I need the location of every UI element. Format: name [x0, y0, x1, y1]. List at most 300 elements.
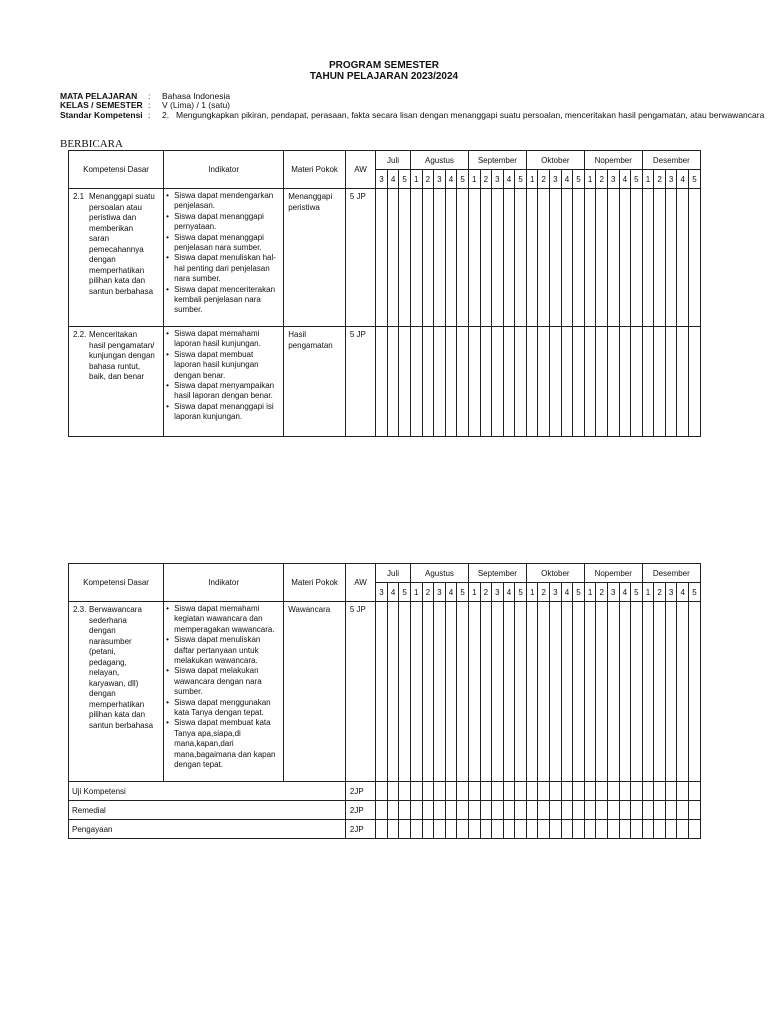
meta-label: MATA PELAJARAN	[60, 91, 138, 101]
header-kompetensi-dasar: Kompetensi Dasar	[69, 151, 164, 189]
week-cell	[550, 327, 562, 437]
week-cell	[515, 189, 527, 327]
week-cell	[399, 820, 411, 839]
week-cell	[515, 782, 527, 801]
week-cell	[689, 327, 701, 437]
week-cell	[376, 782, 388, 801]
week-header: 4	[503, 583, 515, 602]
materi-pokok-cell	[284, 602, 346, 782]
aw-cell	[345, 327, 375, 437]
summary-row	[69, 782, 701, 801]
week-cell	[376, 327, 388, 437]
week-cell	[410, 602, 422, 782]
month-header: Agustus	[410, 564, 468, 583]
kd-text: Menceritakan hasil pengamatan/ kunjungan dengan bahasa runtut, baik, dan benar	[89, 330, 155, 381]
week-cell	[526, 801, 538, 820]
indikator-item: • Siswa dapat menanggapi pernyataan.	[174, 212, 281, 233]
week-cell	[631, 189, 643, 327]
week-cell	[573, 801, 585, 820]
indikator-item: • Siswa dapat membuat laporan hasil kunjungan dengan benar.	[174, 350, 281, 381]
week-cell	[526, 327, 538, 437]
indikator-item: • Siswa dapat menanggapi isi laporan kunjungan.	[174, 402, 281, 423]
indikator-item: • Siswa dapat menanggapi penjelasan nara sumber.	[174, 233, 281, 254]
week-cell	[410, 327, 422, 437]
week-cell	[387, 782, 399, 801]
week-cell	[434, 327, 446, 437]
week-header: 4	[561, 583, 573, 602]
week-cell	[550, 801, 562, 820]
month-header: Agustus	[410, 151, 468, 170]
week-cell	[631, 327, 643, 437]
week-header: 1	[584, 170, 596, 189]
week-header: 4	[619, 170, 631, 189]
document-subtitle: TAHUN PELAJARAN 2023/2024	[309, 71, 459, 82]
week-cell	[480, 189, 492, 327]
week-cell	[410, 189, 422, 327]
kd-number: 2.2.	[73, 330, 87, 339]
week-cell	[550, 782, 562, 801]
summary-aw: 2JP	[345, 820, 375, 839]
week-header: 4	[561, 170, 573, 189]
aw-cell	[345, 189, 375, 327]
week-cell	[538, 801, 550, 820]
week-cell	[526, 602, 538, 782]
week-cell	[434, 189, 446, 327]
week-cell	[480, 820, 492, 839]
week-cell	[480, 801, 492, 820]
week-cell	[410, 801, 422, 820]
week-header: 3	[434, 583, 446, 602]
week-cell	[468, 327, 480, 437]
week-cell	[422, 801, 434, 820]
materi-text: Hasil pengamatan	[288, 330, 333, 350]
week-cell	[387, 801, 399, 820]
week-cell	[573, 782, 585, 801]
summary-aw: 2JP	[345, 782, 375, 801]
week-cell	[387, 327, 399, 437]
week-cell	[654, 602, 666, 782]
week-cell	[457, 820, 469, 839]
week-cell	[573, 189, 585, 327]
week-cell	[654, 189, 666, 327]
week-cell	[492, 782, 504, 801]
week-cell	[422, 602, 434, 782]
month-header: Oktober	[526, 564, 584, 583]
indikator-item: • Siswa dapat menyampaikan hasil laporan dengan benar.	[174, 381, 281, 402]
week-cell	[503, 820, 515, 839]
week-header: 5	[515, 583, 527, 602]
month-header: Juli	[376, 564, 411, 583]
week-cell	[561, 189, 573, 327]
week-header: 5	[457, 170, 469, 189]
materi-pokok-cell	[284, 327, 346, 437]
week-cell	[665, 327, 677, 437]
week-cell	[468, 189, 480, 327]
week-header: 1	[410, 170, 422, 189]
section-title: BERBICARA	[60, 138, 123, 150]
week-cell	[665, 801, 677, 820]
week-header: 3	[492, 583, 504, 602]
week-header: 2	[654, 583, 666, 602]
week-cell	[619, 189, 631, 327]
week-header: 1	[584, 583, 596, 602]
week-header: 1	[468, 170, 480, 189]
indikator-item: • Siswa dapat menceriterakan kembali penjelasan nara sumber.	[174, 285, 281, 316]
kd-row	[69, 189, 701, 327]
week-cell	[503, 801, 515, 820]
week-cell	[480, 327, 492, 437]
week-cell	[619, 602, 631, 782]
aw-text: 5 JP	[349, 330, 366, 339]
week-cell	[607, 602, 619, 782]
week-cell	[387, 602, 399, 782]
week-cell	[689, 782, 701, 801]
week-header: 3	[550, 170, 562, 189]
week-header: 5	[515, 170, 527, 189]
week-cell	[376, 602, 388, 782]
week-cell	[445, 602, 457, 782]
week-cell	[457, 602, 469, 782]
header-materi-pokok: Materi Pokok	[284, 151, 346, 189]
week-cell	[550, 189, 562, 327]
indikator-item: • Siswa dapat memahami kegiatan wawancara dan memperagakan wawancara.	[174, 604, 281, 635]
week-cell	[399, 327, 411, 437]
week-cell	[538, 327, 550, 437]
month-header: September	[468, 151, 526, 170]
week-header: 5	[399, 583, 411, 602]
week-cell	[677, 801, 689, 820]
week-cell	[399, 602, 411, 782]
week-cell	[445, 189, 457, 327]
week-cell	[642, 820, 654, 839]
week-cell	[445, 327, 457, 437]
week-cell	[642, 327, 654, 437]
week-cell	[596, 782, 608, 801]
header-materi-pokok: Materi Pokok	[284, 564, 346, 602]
week-cell	[376, 801, 388, 820]
week-header: 3	[376, 170, 388, 189]
summary-label: Remedial	[69, 801, 346, 820]
week-cell	[387, 189, 399, 327]
week-header: 2	[538, 170, 550, 189]
indikator-cell	[164, 327, 284, 437]
month-header: Oktober	[526, 151, 584, 170]
week-cell	[631, 782, 643, 801]
week-cell	[619, 801, 631, 820]
header-indikator: Indikator	[164, 564, 284, 602]
week-cell	[584, 782, 596, 801]
meta-number: 2.	[162, 110, 170, 120]
indikator-item: • Siswa dapat memahami laporan hasil kunjungan.	[174, 329, 281, 350]
week-cell	[631, 801, 643, 820]
week-cell	[457, 327, 469, 437]
summary-label: Pengayaan	[69, 820, 346, 839]
week-cell	[584, 602, 596, 782]
week-header: 4	[677, 170, 689, 189]
week-cell	[607, 189, 619, 327]
week-header: 5	[399, 170, 411, 189]
week-header: 4	[677, 583, 689, 602]
week-header: 3	[376, 583, 388, 602]
week-cell	[410, 820, 422, 839]
week-header: 5	[573, 170, 585, 189]
week-cell	[515, 820, 527, 839]
week-cell	[689, 602, 701, 782]
week-header: 4	[503, 170, 515, 189]
document-title: PROGRAM SEMESTER	[328, 60, 439, 71]
week-cell	[515, 327, 527, 437]
kd-number: 2.3.	[73, 605, 87, 614]
week-cell	[457, 801, 469, 820]
indikator-item: • Siswa dapat menuliskan daftar pertanyaan untuk melakukan wawancara.	[174, 635, 281, 666]
month-header: Juli	[376, 151, 411, 170]
week-cell	[584, 327, 596, 437]
materi-pokok-cell	[284, 189, 346, 327]
week-cell	[503, 782, 515, 801]
week-cell	[596, 602, 608, 782]
week-cell	[573, 602, 585, 782]
week-header: 3	[665, 170, 677, 189]
kd-number: 2.1	[73, 192, 85, 201]
week-cell	[492, 820, 504, 839]
week-header: 1	[410, 583, 422, 602]
week-cell	[480, 782, 492, 801]
week-cell	[677, 602, 689, 782]
header-aw: AW	[345, 151, 375, 189]
summary-label: Uji Kompetensi	[69, 782, 346, 801]
program-table-2	[68, 563, 701, 839]
summary-row	[69, 801, 701, 820]
week-cell	[677, 782, 689, 801]
kompetensi-dasar-cell	[69, 327, 164, 437]
week-cell	[596, 820, 608, 839]
week-header: 2	[480, 583, 492, 602]
week-cell	[526, 189, 538, 327]
week-cell	[503, 189, 515, 327]
week-cell	[492, 327, 504, 437]
week-cell	[665, 602, 677, 782]
week-cell	[434, 782, 446, 801]
week-header: 3	[550, 583, 562, 602]
week-cell	[492, 602, 504, 782]
week-cell	[503, 327, 515, 437]
week-cell	[642, 782, 654, 801]
week-cell	[445, 820, 457, 839]
week-cell	[573, 327, 585, 437]
week-cell	[468, 801, 480, 820]
indikator-item: • Siswa dapat menuliskan hal-hal penting dari penjelasan nara sumber.	[174, 253, 281, 284]
program-table-1	[68, 150, 701, 437]
kompetensi-dasar-cell	[69, 189, 164, 327]
kd-row	[69, 327, 701, 437]
week-cell	[607, 782, 619, 801]
summary-row	[69, 820, 701, 839]
week-cell	[561, 602, 573, 782]
week-cell	[515, 602, 527, 782]
week-header: 4	[619, 583, 631, 602]
week-cell	[422, 782, 434, 801]
week-cell	[468, 782, 480, 801]
week-cell	[468, 602, 480, 782]
week-cell	[584, 189, 596, 327]
week-header: 2	[596, 583, 608, 602]
week-cell	[654, 327, 666, 437]
week-header: 5	[689, 583, 701, 602]
week-header: 5	[631, 583, 643, 602]
week-cell	[492, 801, 504, 820]
week-cell	[376, 189, 388, 327]
week-cell	[596, 189, 608, 327]
week-header: 3	[607, 583, 619, 602]
week-cell	[619, 782, 631, 801]
week-header: 1	[526, 170, 538, 189]
indikator-item: • Siswa dapat mendengarkan penjelasan.	[174, 191, 281, 212]
week-cell	[503, 602, 515, 782]
month-header: Nopember	[584, 151, 642, 170]
week-cell	[422, 820, 434, 839]
week-cell	[410, 782, 422, 801]
week-header: 4	[445, 170, 457, 189]
week-cell	[677, 820, 689, 839]
week-cell	[550, 820, 562, 839]
week-header: 1	[642, 170, 654, 189]
month-header: Nopember	[584, 564, 642, 583]
week-cell	[422, 189, 434, 327]
header-kompetensi-dasar: Kompetensi Dasar	[69, 564, 164, 602]
kd-row	[69, 602, 701, 782]
week-cell	[445, 782, 457, 801]
aw-text: 5 JP	[349, 192, 366, 201]
week-header: 2	[538, 583, 550, 602]
week-cell	[399, 801, 411, 820]
summary-aw: 2JP	[345, 801, 375, 820]
month-header: Desember	[642, 564, 700, 583]
week-header: 3	[434, 170, 446, 189]
week-header: 3	[492, 170, 504, 189]
indikator-item: • Siswa dapat membuat kata Tanya apa,siapa,di mana,kapan,dari mana,bagaimana dan kapan dengan tepat.	[174, 718, 281, 770]
week-cell	[422, 327, 434, 437]
week-cell	[561, 820, 573, 839]
week-cell	[457, 189, 469, 327]
week-cell	[654, 820, 666, 839]
week-cell	[550, 602, 562, 782]
week-cell	[642, 801, 654, 820]
week-header: 5	[457, 583, 469, 602]
week-cell	[538, 189, 550, 327]
aw-cell	[345, 602, 375, 782]
week-header: 3	[607, 170, 619, 189]
week-cell	[596, 801, 608, 820]
week-cell	[619, 820, 631, 839]
week-cell	[689, 801, 701, 820]
month-header: Desember	[642, 151, 700, 170]
week-cell	[492, 189, 504, 327]
week-cell	[515, 801, 527, 820]
week-cell	[677, 327, 689, 437]
week-cell	[538, 820, 550, 839]
week-cell	[607, 801, 619, 820]
week-cell	[538, 782, 550, 801]
week-cell	[677, 189, 689, 327]
week-header: 4	[445, 583, 457, 602]
week-cell	[526, 820, 538, 839]
week-cell	[689, 820, 701, 839]
week-header: 3	[665, 583, 677, 602]
materi-text: Wawancara	[288, 605, 331, 614]
week-header: 2	[422, 583, 434, 602]
week-header: 2	[422, 170, 434, 189]
month-header: September	[468, 564, 526, 583]
kd-text: Berwawancara sederhana dengan narasumber (petani, pedagang, nelayan, karyawan, dll) dengan memperhatikan pilihan kata dan santun berbahasa	[89, 605, 154, 730]
week-cell	[399, 782, 411, 801]
week-cell	[654, 782, 666, 801]
week-cell	[607, 327, 619, 437]
week-cell	[538, 602, 550, 782]
week-header: 5	[573, 583, 585, 602]
week-header: 2	[596, 170, 608, 189]
header-aw: AW	[345, 564, 375, 602]
kompetensi-dasar-cell	[69, 602, 164, 782]
week-header: 5	[689, 170, 701, 189]
week-header: 1	[526, 583, 538, 602]
week-cell	[573, 820, 585, 839]
week-cell	[561, 782, 573, 801]
indikator-cell	[164, 602, 284, 782]
week-cell	[665, 782, 677, 801]
week-cell	[387, 820, 399, 839]
week-cell	[631, 602, 643, 782]
week-cell	[445, 801, 457, 820]
week-cell	[376, 820, 388, 839]
week-header: 4	[387, 170, 399, 189]
week-cell	[654, 801, 666, 820]
week-cell	[607, 820, 619, 839]
week-cell	[434, 602, 446, 782]
kd-text: Menanggapi suatu persoalan atau peristiwa dan memberikan saran pemecahannya dengan memperhatikan pilihan kata dan santun berbahasa	[89, 192, 155, 296]
meta-label: Standar Kompetensi	[60, 110, 143, 120]
week-header: 4	[387, 583, 399, 602]
week-cell	[631, 820, 643, 839]
materi-text: Menanggapi peristiwa	[288, 192, 333, 212]
meta-value: Mengungkapkan pikiran, pendapat, perasaan, fakta secara lisan dengan menanggapi suatu persoalan, menceritakan hasil pengamatan, atau berwawancara	[176, 110, 765, 120]
week-cell	[689, 189, 701, 327]
week-cell	[526, 782, 538, 801]
week-cell	[665, 189, 677, 327]
week-cell	[642, 602, 654, 782]
header-indikator: Indikator	[164, 151, 284, 189]
week-cell	[642, 189, 654, 327]
week-cell	[457, 782, 469, 801]
week-cell	[584, 801, 596, 820]
meta-value: Bahasa Indonesia	[162, 91, 231, 101]
week-header: 1	[468, 583, 480, 602]
week-header: 5	[631, 170, 643, 189]
week-cell	[468, 820, 480, 839]
aw-text: 5 JP	[349, 605, 366, 614]
meta-label: KELAS / SEMESTER	[60, 100, 143, 110]
indikator-item: • Siswa dapat menggunakan kata Tanya dengan tepat.	[174, 698, 281, 719]
week-header: 1	[642, 583, 654, 602]
week-cell	[434, 820, 446, 839]
week-cell	[665, 820, 677, 839]
week-cell	[561, 801, 573, 820]
indikator-item: • Siswa dapat melakukan wawancara dengan nara sumber.	[174, 666, 281, 697]
week-cell	[561, 327, 573, 437]
week-header: 2	[480, 170, 492, 189]
week-cell	[619, 327, 631, 437]
meta-value: V (Lima) / 1 (satu)	[162, 100, 231, 110]
week-cell	[480, 602, 492, 782]
